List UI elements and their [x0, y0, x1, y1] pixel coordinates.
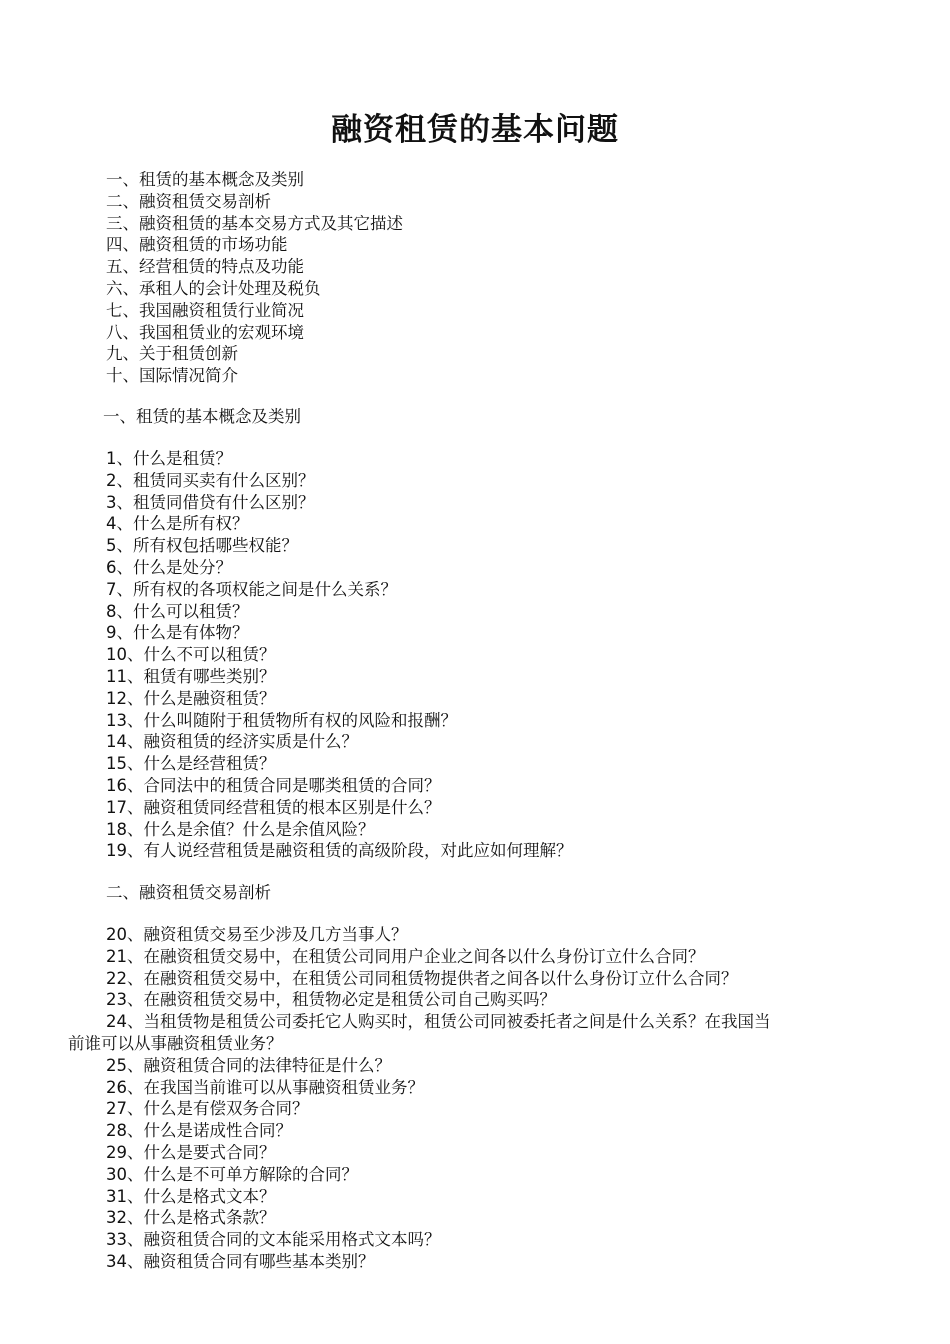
question-item: 33、融资租赁合同的文本能采用格式文本吗？	[106, 1230, 441, 1250]
question-item: 26、在我国当前谁可以从事融资租赁业务？	[106, 1077, 424, 1097]
question-item: 34、融资租赁合同有哪些基本类别？	[106, 1251, 375, 1271]
toc-item: 十、国际情况简介	[106, 366, 238, 386]
question-item: 25、融资租赁合同的法律特征是什么？	[106, 1055, 391, 1075]
question-item: 8、什么可以租赁？	[106, 601, 249, 621]
question-item: 7、所有权的各项权能之间是什么关系？	[106, 579, 397, 599]
question-item: 14、融资租赁的经济实质是什么？	[106, 732, 358, 752]
toc-item: 三、融资租赁的基本交易方式及其它描述	[106, 213, 403, 233]
question-item: 23、在融资租赁交易中，租赁物必定是租赁公司自己购买吗？	[106, 990, 556, 1010]
document-title: 融资租赁的基本问题	[331, 112, 619, 148]
toc-item: 八、我国租赁业的宏观环境	[106, 322, 304, 342]
question-item: 28、什么是诺成性合同？	[106, 1121, 292, 1141]
question-list-section1	[0, 448, 950, 862]
question-item: 31、什么是格式文本？	[106, 1186, 276, 1206]
table-of-contents	[0, 169, 950, 387]
section-heading: 一、租赁的基本概念及类别	[103, 407, 301, 426]
question-item: 12、什么是融资租赁？	[106, 688, 276, 708]
question-item: 22、在融资租赁交易中，在租赁公司同租赁物提供者之间各以什么身份订立什么合同？	[106, 968, 738, 988]
question-item: 30、什么是不可单方解除的合同？	[106, 1164, 358, 1184]
question-item: 16、合同法中的租赁合同是哪类租赁的合同？	[106, 775, 441, 795]
question-item: 19、有人说经营租赁是融资租赁的高级阶段，对此应如何理解？	[106, 841, 573, 861]
question-item: 5、所有权包括哪些权能？	[106, 536, 298, 556]
toc-item: 六、承租人的会计处理及税负	[106, 278, 321, 298]
toc-item: 二、融资租赁交易剖析	[106, 191, 271, 211]
question-item: 6、什么是处分？	[106, 557, 232, 577]
question-item-continuation: 前谁可以从事融资租赁业务？	[68, 1033, 283, 1053]
question-item: 3、租赁同借贷有什么区别？	[106, 492, 315, 512]
question-item: 20、融资租赁交易至少涉及几方当事人？	[106, 925, 408, 944]
question-item: 9、什么是有体物？	[106, 623, 249, 643]
question-item: 1、什么是租赁？	[106, 449, 232, 468]
toc-item: 七、我国融资租赁行业简况	[106, 300, 304, 320]
question-item: 15、什么是经营租赁？	[106, 754, 276, 774]
question-item: 17、融资租赁同经营租赁的根本区别是什么？	[106, 797, 441, 817]
question-item: 2、租赁同买卖有什么区别？	[106, 470, 315, 490]
question-item: 10、什么不可以租赁？	[106, 645, 276, 665]
toc-item: 九、关于租赁创新	[106, 344, 238, 364]
question-item: 29、什么是要式合同？	[106, 1142, 276, 1162]
question-item: 4、什么是所有权？	[106, 514, 249, 534]
question-item: 11、租赁有哪些类别？	[106, 666, 276, 686]
question-item: 32、什么是格式条款？	[106, 1208, 276, 1228]
section-heading: 二、融资租赁交易剖析	[106, 883, 271, 902]
question-item: 13、什么叫随附于租赁物所有权的风险和报酬？	[106, 710, 457, 730]
question-item: 21、在融资租赁交易中，在租赁公司同用户企业之间各以什么身份订立什么合同？	[106, 946, 705, 966]
question-item: 18、什么是余值？什么是余值风险？	[106, 819, 375, 839]
question-item: 24、当租赁物是租赁公司委托它人购买时，租赁公司同被委托者之间是什么关系？在我国当	[106, 1012, 771, 1032]
toc-item: 四、融资租赁的市场功能	[106, 235, 288, 255]
question-list-section2	[0, 924, 950, 1273]
toc-item: 五、经营租赁的特点及功能	[106, 257, 304, 277]
question-item: 27、什么是有偿双务合同？	[106, 1099, 309, 1119]
toc-item: 一、租赁的基本概念及类别	[106, 170, 304, 189]
